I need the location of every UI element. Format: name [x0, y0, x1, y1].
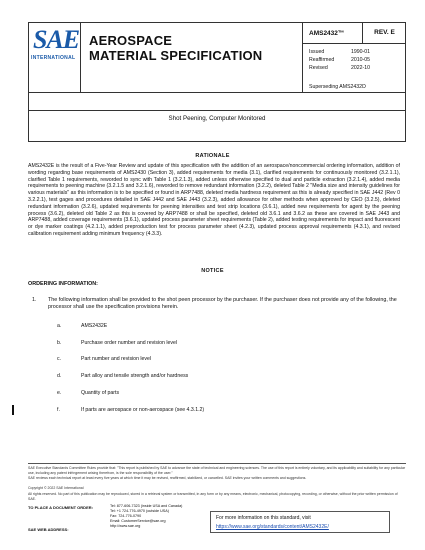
standard-link[interactable]: https://www.sae.org/standards/content/AMS2432E/ — [216, 524, 329, 530]
revision-label: REV. E — [362, 23, 406, 43]
title-line-2: MATERIAL SPECIFICATION — [89, 48, 263, 63]
more-info-box — [210, 511, 390, 533]
footer-divider — [28, 463, 406, 464]
contact-email[interactable]: Email: CustomerService@sae.org — [110, 519, 166, 523]
change-bar — [12, 405, 14, 415]
list-item: AMS2432E — [81, 323, 108, 329]
footer-review-note: SAE reviews each technical report at least every five years at which time it may be revised, reaffirmed, stabilized, or cancelled. SAE invites your written comments and suggestions. — [28, 476, 307, 480]
issued-date: 1990-01 — [351, 49, 371, 55]
list-item-marker: e. — [57, 390, 62, 396]
sae-logo-subtext: INTERNATIONAL — [31, 55, 76, 61]
list-item-marker: d. — [57, 373, 62, 379]
item-text: The following information shall be provided to the shot peen processor by the purchaser. If the purchaser does not provide any of the following, the processor shall use the specification provisions herein. — [48, 297, 397, 311]
order-label: TO PLACE A DOCUMENT ORDER: — [28, 505, 93, 510]
document-info-block — [302, 23, 405, 92]
web-address-label: SAE WEB ADDRESS: — [28, 527, 69, 532]
document-number: AMS2432™ — [309, 30, 345, 37]
contact-phone-intl: Tel: +1 724-776-4970 (outside USA) — [110, 509, 169, 513]
document-header — [28, 22, 406, 142]
revised-label: Revised — [309, 65, 328, 71]
issued-label: Issued — [309, 49, 325, 55]
list-item-marker: a. — [57, 323, 62, 329]
list-item: Part alloy and tensile strength and/or hardness — [81, 373, 189, 379]
footer-rights: All rights reserved. No part of this publication may be reproduced, stored in a retrieval system or transmitted, in any form or by any means, electronic, mechanical, photocopying, recording, or otherwise, without the prior written permission of SAE. — [28, 492, 398, 501]
superseding-note: Superseding AMS2432D — [309, 84, 366, 90]
sae-logo-text: SAE — [33, 25, 80, 54]
more-info-text: For more information on this standard, visit — [216, 515, 311, 521]
list-item-marker: b. — [57, 340, 62, 346]
subtitle-row — [29, 110, 405, 141]
rationale-heading: RATIONALE — [195, 153, 230, 159]
title-block — [80, 23, 302, 92]
list-item: Purchase order number and revision level — [81, 340, 178, 346]
notice-heading: NOTICE — [201, 268, 224, 274]
footer-disclaimer: SAE Executive Standards Committee Rules provide that: "This report is published by SAE to advance the state of technical and engineering sciences. The use of this report is entirely voluntary, and its applicability and suitability for any particular use, including any patent infringement arising therefrom, is the sole responsibility of the user." — [28, 466, 406, 475]
item-number: 1. — [32, 297, 37, 303]
list-item-marker: f. — [57, 407, 60, 413]
reaffirmed-label: Reaffirmed — [309, 57, 335, 63]
list-item: If parts are aerospace or non-aerospace (see 4.3.1.2) — [81, 407, 205, 413]
footer-copyright: Copyright © 2022 SAE International — [28, 486, 84, 490]
contact-phone-usa: Tel: 877-606-7323 (inside USA and Canada) — [110, 504, 183, 508]
ordering-info-label: ORDERING INFORMATION: — [28, 281, 98, 287]
document-subtitle: Shot Peening, Computer Monitored — [168, 115, 266, 122]
order-contact — [110, 504, 182, 529]
contact-fax: Fax: 724-776-0790 — [110, 514, 142, 518]
list-item: Quantity of parts — [81, 390, 120, 396]
divider — [303, 43, 406, 44]
list-item-marker: c. — [57, 356, 62, 362]
revised-date: 2022-10 — [351, 65, 371, 71]
blank-row — [29, 92, 405, 110]
sae-logo — [29, 23, 80, 92]
list-item: Part number and revision level — [81, 356, 152, 362]
rationale-text: AMS2432E is the result of a Five-Year Review and update of this specification with the addition of an aerospace/noncommercial ordering information, addition of wording regarding base requirements of AMS2430 (Section 3), added requirements for media (3.1), clarified requirements for continuously monitored (3.2.1.1), clarified Table 1 requirements, reworded to sync with Table 1 (3.2.1.3), added unless otherwise specified to dual and particle extraction (3.2.1.4), added media requirements to peening machine (3.2.1.5 and 3.2.1.6), reworded to remove redundant information (3.2.2), deleted Table 2 "Media size and intensity guidelines for various materials" as this information is to be specified or found in ARP7488, deleted media hardness requirement as this is already specified in SAE J442 (Rev 0 3.2.2.1), test gages and procedures detailed in SAE J442 and SAE J443 (3.2.3), added allowance for other methods when approved by CEO (3.2.5), deleted redundant information (3.2.6), updated requirements for peening intensities and test strip locations (3.6.1), added new requirements for agent by the peening process (3.6.2), deleted old Table 2 as this is covered by ARP7488 or shall be specified, deleted old 3.6.1 and 3.6.2 as these are covered in SAE J443 and ARP7488, added coverage requirements (3.6.1), updated process parameter sheet requirements (Table 2), added testing requirements for impact and fluorescent or dye marker coatings (4.2.1.1), added preproduction test for process parameter sheet (4.2.3), updated process approval requirements (4.3.1), and revised calibration requirement adding minimum frequency (4.3.3). — [28, 163, 400, 237]
reaffirmed-date: 2010-05 — [351, 57, 371, 63]
title-line-1: AEROSPACE — [89, 33, 173, 48]
contact-website[interactable]: http://www.sae.org — [110, 524, 141, 528]
